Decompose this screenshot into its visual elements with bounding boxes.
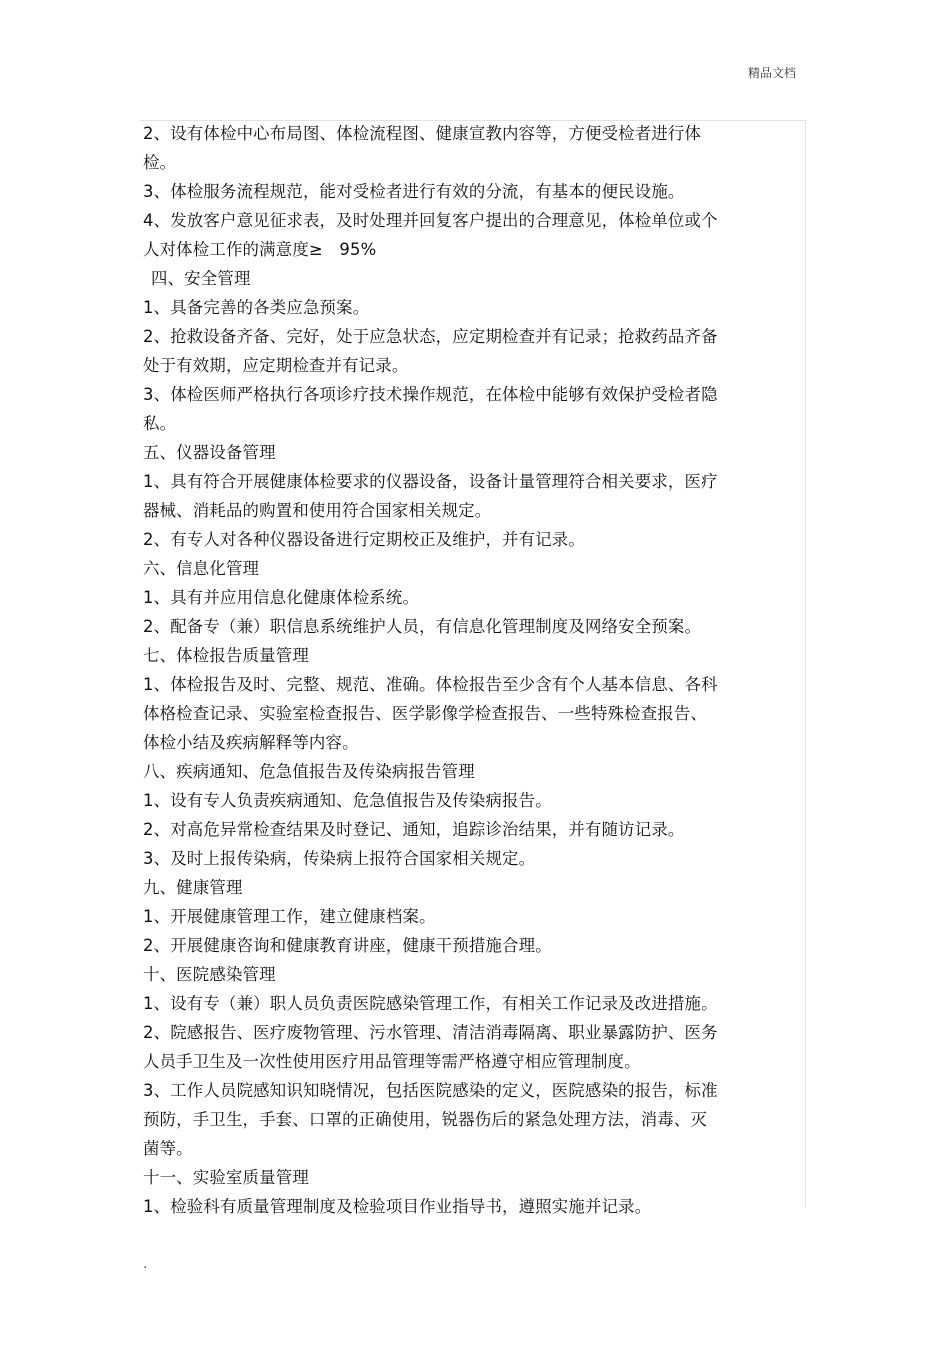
section-heading: 九、健康管理 xyxy=(143,878,243,897)
text-line: 2、设有体检中心布局图、体检流程图、健康宣教内容等，方便受检者进行体 xyxy=(143,124,702,143)
text-line: 1、具有并应用信息化健康体检系统。 xyxy=(143,588,420,607)
text-line: 2、抢救设备齐备、完好，处于应急状态，应定期检查并有记录；抢救药品齐备 xyxy=(143,327,718,346)
text-line: 1、具备完善的各类应急预案。 xyxy=(143,298,370,317)
text-line: 1、体检报告及时、完整、规范、准确。体检报告至少含有个人基本信息、各科 xyxy=(143,675,718,694)
footer-mark: . xyxy=(143,1256,148,1272)
text-line: 1、开展健康管理工作，建立健康档案。 xyxy=(143,907,436,926)
document-body xyxy=(143,119,771,1221)
text-line: 体格检查记录、实验室检查报告、医学影像学检查报告、一些特殊检查报告、 xyxy=(143,704,708,723)
text-line: 2、对高危异常检查结果及时登记、通知，追踪诊治结果，并有随访记录。 xyxy=(143,820,685,839)
text-line: 人员手卫生及一次性使用医疗用品管理等需严格遵守相应管理制度。 xyxy=(143,1052,641,1071)
text-line: 检。 xyxy=(143,153,177,172)
text-line: 2、有专人对各种仪器设备进行定期校正及维护，并有记录。 xyxy=(143,530,585,549)
text-line: 1、设有专人负责疾病通知、危急值报告及传染病报告。 xyxy=(143,791,552,810)
text-line: 处于有效期，应定期检查并有记录。 xyxy=(143,356,409,375)
text-line: 3、体检医师严格执行各项诊疗技术操作规范，在体检中能够有效保护受检者隐 xyxy=(143,385,718,404)
section-heading: 六、信息化管理 xyxy=(143,559,260,578)
section-heading: 四、安全管理 xyxy=(151,269,251,288)
text-line: 人对体检工作的满意度≥ 95% xyxy=(143,240,377,259)
text-line: 体检小结及疾病解释等内容。 xyxy=(143,733,359,752)
text-line: 1、检验科有质量管理制度及检验项目作业指导书，遵照实施并记录。 xyxy=(143,1197,652,1216)
text-line: 1、设有专（兼）职人员负责医院感染管理工作，有相关工作记录及改进措施。 xyxy=(143,994,718,1013)
text-line: 3、及时上报传染病，传染病上报符合国家相关规定。 xyxy=(143,849,536,868)
text-line: 菌等。 xyxy=(143,1139,193,1158)
text-line: 2、开展健康咨询和健康教育讲座，健康干预措施合理。 xyxy=(143,936,552,955)
section-heading: 五、仪器设备管理 xyxy=(143,443,276,462)
text-line: 3、体检服务流程规范，能对受检者进行有效的分流，有基本的便民设施。 xyxy=(143,182,685,201)
text-line: 2、配备专（兼）职信息系统维护人员，有信息化管理制度及网络安全预案。 xyxy=(143,617,702,636)
text-line: 器械、消耗品的购置和使用符合国家相关规定。 xyxy=(143,501,492,520)
text-line: 预防，手卫生，手套、口罩的正确使用，锐器伤后的紧急处理方法，消毒、灭 xyxy=(143,1110,708,1129)
text-line: 私。 xyxy=(143,414,177,433)
section-heading: 十一、实验室质量管理 xyxy=(143,1168,309,1187)
text-line: 2、院感报告、医疗废物管理、污水管理、清洁消毒隔离、职业暴露防护、医务 xyxy=(143,1023,718,1042)
page-header-label: 精品文档 xyxy=(748,66,797,80)
text-line: 1、具有符合开展健康体检要求的仪器设备，设备计量管理符合相关要求，医疗 xyxy=(143,472,718,491)
text-line: 3、工作人员院感知识知晓情况，包括医院感染的定义，医院感染的报告，标准 xyxy=(143,1081,718,1100)
text-line: 4、发放客户意见征求表，及时处理并回复客户提出的合理意见，体检单位或个 xyxy=(143,211,718,230)
section-heading: 十、医院感染管理 xyxy=(143,965,276,984)
section-heading: 八、疾病通知、危急值报告及传染病报告管理 xyxy=(143,762,475,781)
section-heading: 七、体检报告质量管理 xyxy=(143,646,309,665)
